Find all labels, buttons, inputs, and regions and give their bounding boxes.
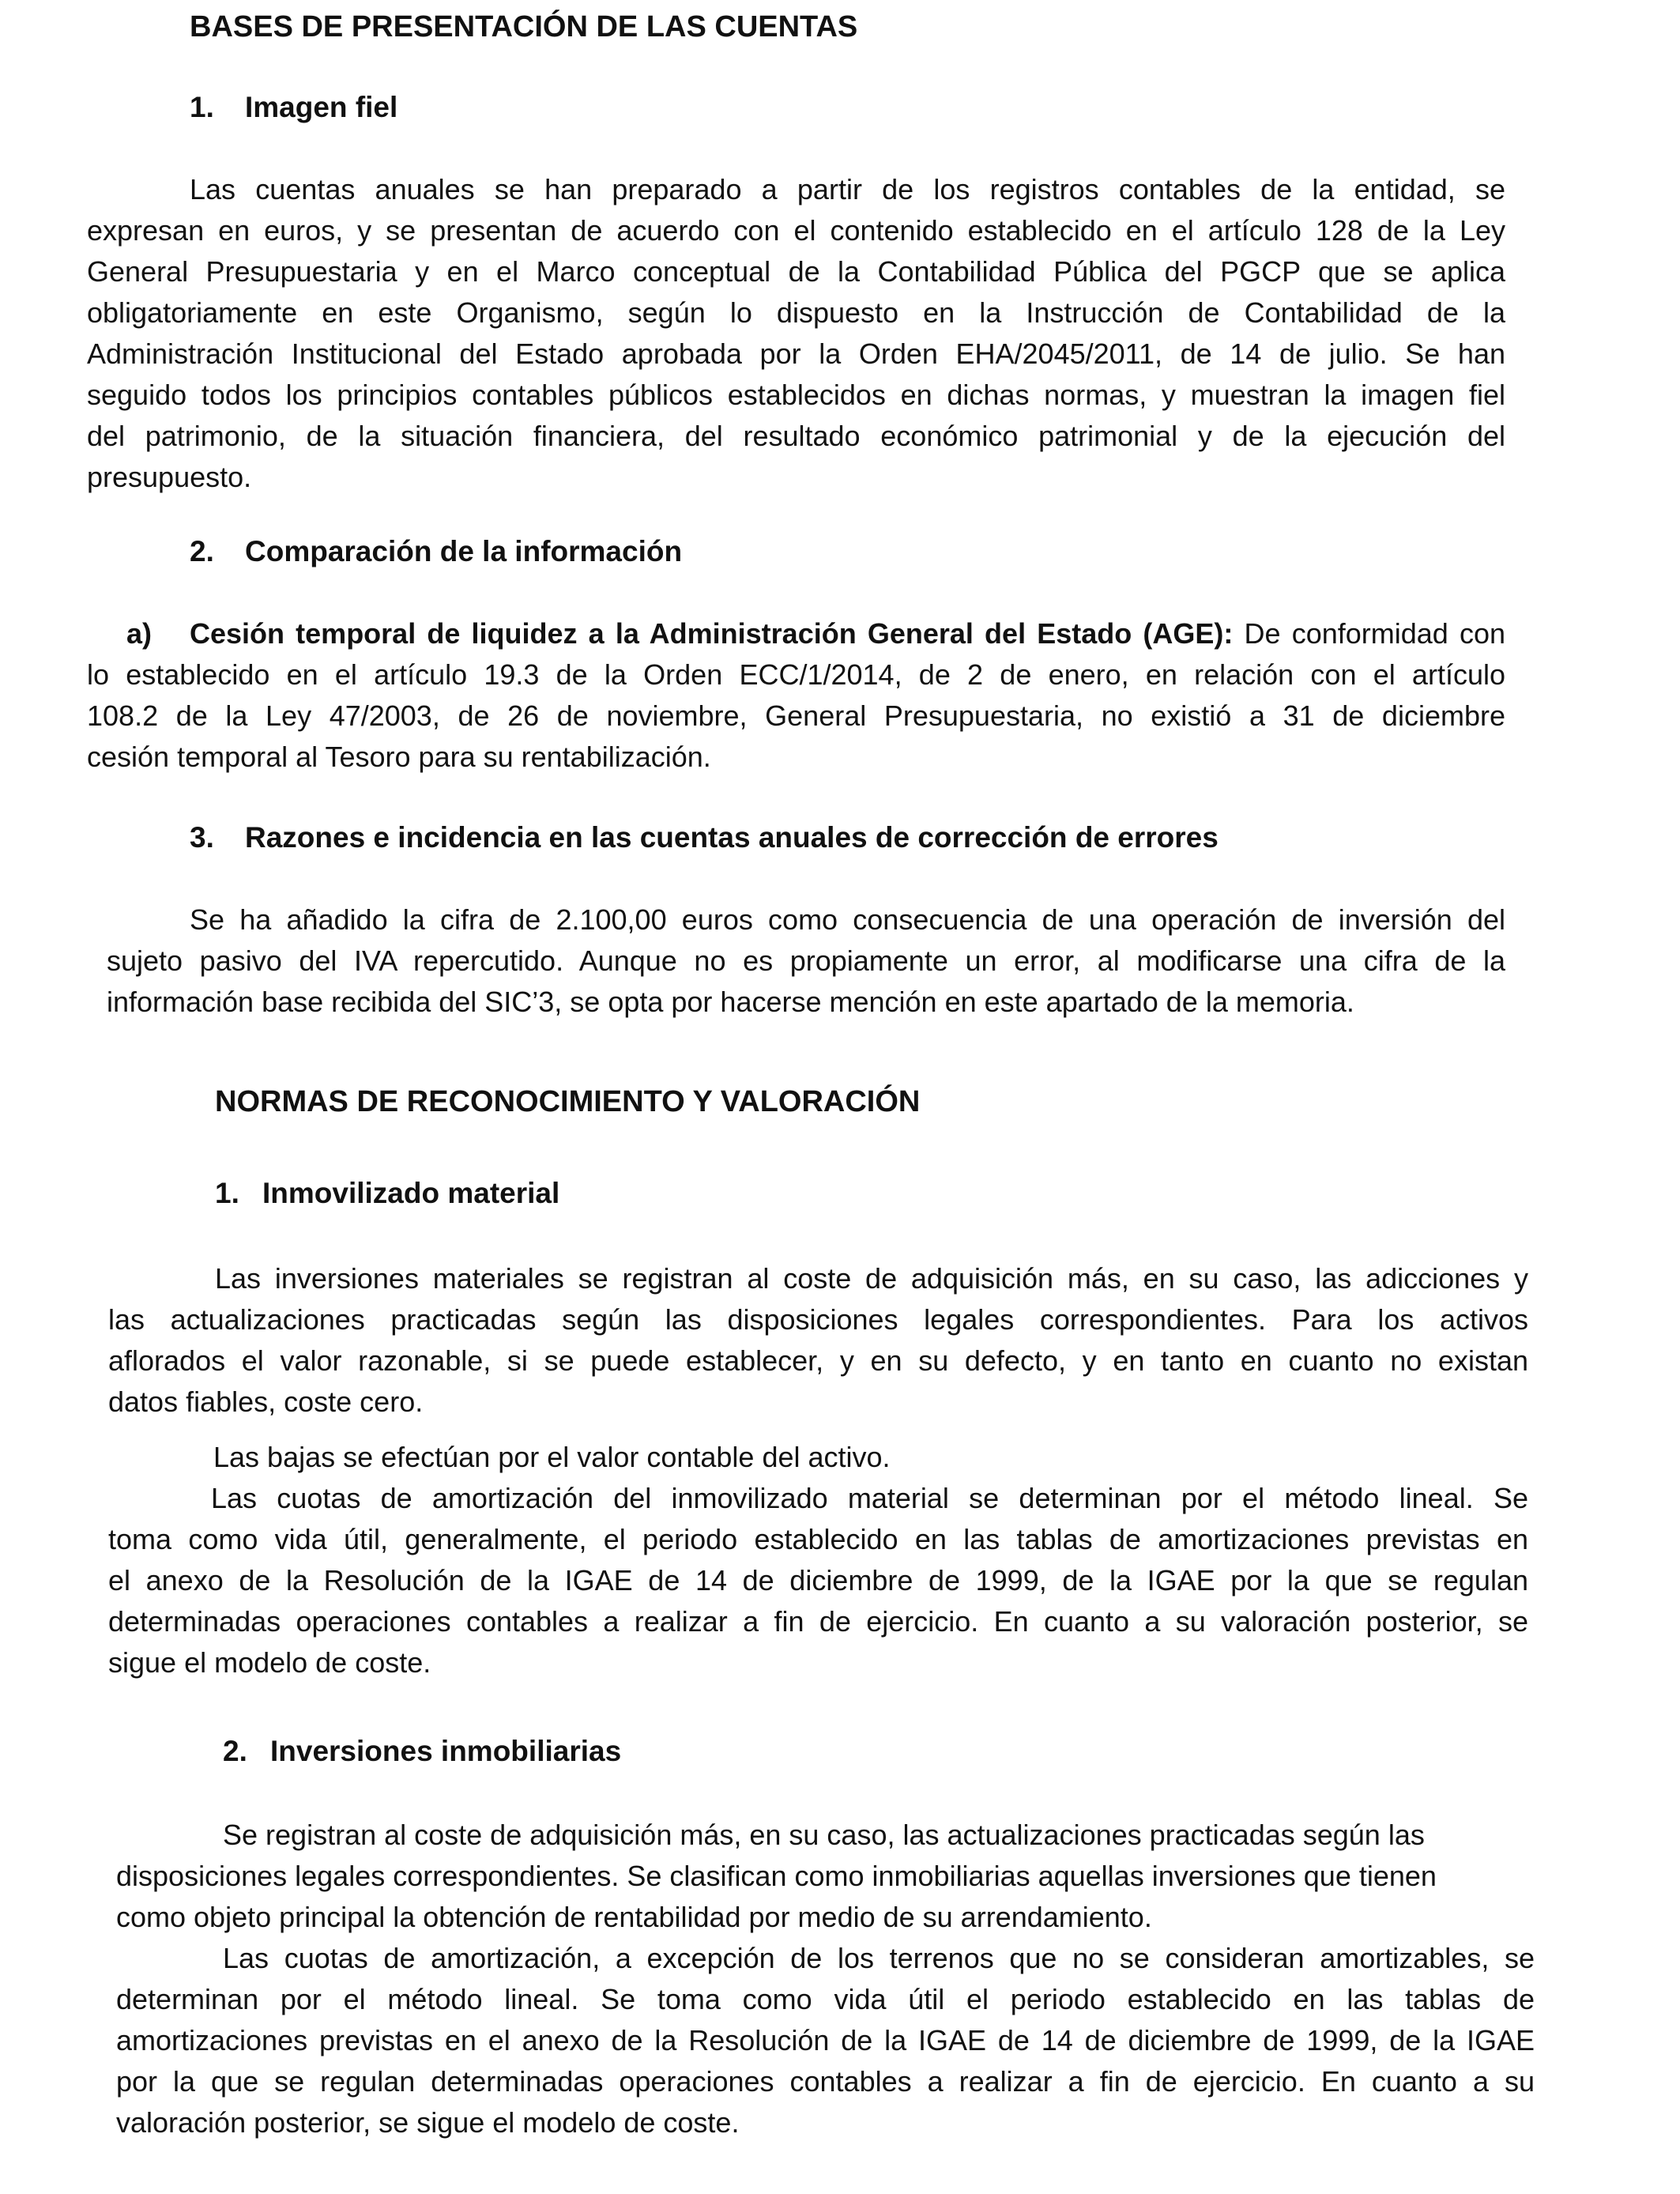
text-line: amortizaciones previstas en el anexo de la Resolución de la IGAE de 14 de diciembre de 1999, de la IGAE	[116, 2024, 1535, 2056]
heading-text: Inmovilizado material	[262, 1177, 560, 1209]
paragraph-cesion-temporal	[87, 613, 1505, 778]
paragraph-imagen-fiel	[87, 169, 1505, 498]
text-line: presupuesto.	[87, 461, 252, 493]
text-line: Se registran al coste de adquisición más, en su caso, las actualizaciones practicadas según las	[223, 1819, 1425, 1851]
text-line: Las cuentas anuales se han preparado a partir de los registros contables de la entidad, se	[190, 173, 1505, 205]
text-line: por la que se regulan determinadas operaciones contables a realizar a fin de ejercicio. En cuanto a su	[116, 2065, 1535, 2098]
text-line: Las cuotas de amortización del inmovilizado material se determinan por el método lineal. Se	[211, 1482, 1528, 1514]
text-line: aflorados el valor razonable, si se puede establecer, y en su defecto, y en tanto en cuanto no existan	[108, 1344, 1528, 1377]
text-line: información base recibida del SIC’3, se opta por hacerse mención en este apartado de la memoria.	[107, 986, 1354, 1018]
heading-inmovilizado	[215, 1174, 559, 1212]
list-label: a)	[126, 617, 153, 650]
paragraph-inmovilizado-1	[108, 1258, 1528, 1423]
heading-comparacion	[190, 533, 682, 571]
text-line: sujeto pasivo del IVA repercutido. Aunque no es propiamente un error, al modificarse una cifra de la	[107, 944, 1505, 977]
text-line: las actualizaciones practicadas según las disposiciones legales correspondientes. Para los activos	[108, 1303, 1528, 1336]
text-line: sigue el modelo de coste.	[108, 1646, 431, 1679]
paragraph-inmovilizado-amortizacion	[108, 1478, 1528, 1683]
text-run: De conformidad con	[1233, 617, 1505, 650]
text-line: Se ha añadido la cifra de 2.100,00 euros como consecuencia de una operación de inversión del	[190, 903, 1505, 936]
section-title-normas: NORMAS DE RECONOCIMIENTO Y VALORACIÓN	[215, 1085, 921, 1118]
heading-text: Razones e incidencia en las cuentas anuales de corrección de errores	[245, 821, 1219, 854]
heading-number: 1.	[215, 1177, 239, 1209]
text-line	[87, 613, 1505, 654]
text-line: 108.2 de la Ley 47/2003, de 26 de noviembre, General Presupuestaria, no existió a 31 de diciembre	[87, 699, 1505, 732]
heading-text: Imagen fiel	[245, 91, 398, 123]
text-line: determinan por el método lineal. Se toma como vida útil el periodo establecido en las tablas de	[116, 1983, 1535, 2015]
text-line: toma como vida útil, generalmente, el periodo establecido en las tablas de amortizaciones previstas en	[108, 1523, 1528, 1555]
heading-text: Comparación de la información	[245, 535, 683, 567]
text-line: del patrimonio, de la situación financiera, del resultado económico patrimonial y de la ejecución del	[87, 420, 1505, 452]
text-line: disposiciones legales correspondientes. Se clasifican como inmobiliarias aquellas inversiones que tienen	[116, 1860, 1437, 1892]
text-line: expresan en euros, y se presentan de acuerdo con el contenido establecido en el artículo 128 de la Ley	[87, 214, 1505, 247]
bold-lead: Cesión temporal de liquidez a la Administración General del Estado (AGE):	[190, 617, 1234, 650]
heading-number: 2.	[190, 535, 214, 567]
text-line: obligatoriamente en este Organismo, según lo dispuesto en la Instrucción de Contabilidad de la	[87, 296, 1505, 329]
text-line: determinadas operaciones contables a realizar a fin de ejercicio. En cuanto a su valoración posterior, se	[108, 1605, 1528, 1638]
text-line: Las cuotas de amortización, a excepción de los terrenos que no se consideran amortizables, se	[223, 1942, 1535, 1974]
text-line: Administración Institucional del Estado aprobada por la Orden EHA/2045/2011, de 14 de julio. Se han	[87, 337, 1505, 370]
paragraph-bajas: Las bajas se efectúan por el valor contable del activo.	[213, 1441, 891, 1473]
paragraph-correccion-errores	[107, 899, 1505, 1023]
paragraph-inmobiliarias-amortizacion	[116, 1938, 1535, 2143]
text-line: como objeto principal la obtención de rentabilidad por medio de su arrendamiento.	[116, 1901, 1152, 1933]
text-line: General Presupuestaria y en el Marco conceptual de la Contabilidad Pública del PGCP que se aplica	[87, 255, 1505, 288]
heading-correccion-errores	[190, 819, 1219, 857]
text-line: valoración posterior, se sigue el modelo de coste.	[116, 2106, 740, 2139]
heading-number: 2.	[223, 1735, 247, 1767]
paragraph-inmobiliarias-1	[116, 1815, 1535, 1938]
heading-number: 3.	[190, 821, 214, 854]
heading-text: Inversiones inmobiliarias	[270, 1735, 622, 1767]
text-line: datos fiables, coste cero.	[108, 1385, 424, 1418]
text-line: el anexo de la Resolución de la IGAE de 14 de diciembre de 1999, de la IGAE por la que se regulan	[108, 1564, 1528, 1596]
heading-inversiones-inmobiliarias	[223, 1732, 621, 1770]
heading-imagen-fiel	[190, 89, 397, 126]
text-line: Las inversiones materiales se registran al coste de adquisición más, en su caso, las adicciones y	[215, 1262, 1528, 1295]
text-line: lo establecido en el artículo 19.3 de la Orden ECC/1/2014, de 2 de enero, en relación con el artículo	[87, 658, 1505, 691]
heading-number: 1.	[190, 91, 214, 123]
section-title-bases: BASES DE PRESENTACIÓN DE LAS CUENTAS	[190, 10, 858, 43]
text-line: seguido todos los principios contables públicos establecidos en dichas normas, y muestran la imagen fiel	[87, 379, 1505, 411]
text-line: cesión temporal al Tesoro para su rentabilización.	[87, 741, 711, 773]
